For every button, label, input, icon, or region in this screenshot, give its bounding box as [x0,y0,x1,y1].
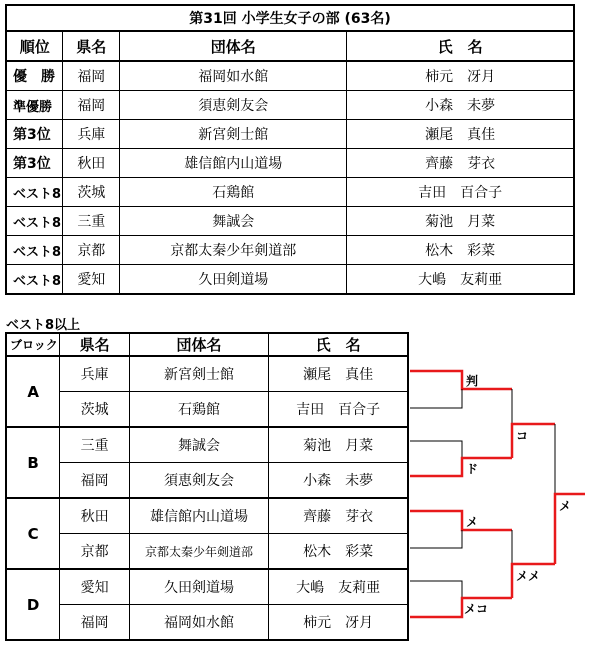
pref-cell: 京都 [63,236,120,265]
block-label: B [6,427,60,498]
name-cell: 瀬尾 真佳 [269,356,408,392]
qf4-mark: メコ [464,602,489,616]
name-cell: 小森 未夢 [269,463,408,499]
qf4-winner-line [410,598,512,617]
team-cell: 須恵剣友会 [120,91,347,120]
rank-cell: ベスト8 [6,178,63,207]
pref-cell: 愛知 [60,569,130,605]
rank-cell: 優 勝 [6,61,63,91]
pref-cell: 三重 [63,207,120,236]
final-mark: メ [559,499,572,513]
header-team: 団体名 [120,31,347,61]
team-cell: 雄信館内山道場 [120,149,347,178]
rank-cell: 準優勝 [6,91,63,120]
sf2-mark: メメ [516,569,541,583]
header-name: 氏 名 [347,31,574,61]
qf1-winner-line [410,371,512,389]
pref-cell: 茨城 [63,178,120,207]
header-block: ブロック [6,333,60,356]
team-cell: 舞誠会 [120,207,347,236]
name-cell: 瀬尾 真佳 [347,120,574,149]
header-name: 氏 名 [269,333,408,356]
sf1-mark: コ [516,429,529,443]
qf3-winner-line [410,511,512,530]
name-cell: 松木 彩菜 [269,534,408,570]
pref-cell: 愛知 [63,265,120,295]
pref-cell: 三重 [60,427,130,463]
team-cell: 雄信館内山道場 [129,498,268,534]
team-cell: 京都太秦少年剣道部 [129,534,268,570]
qf1-loser-line [410,389,462,408]
team-cell: 石鶏館 [129,392,268,428]
qf2-winner-line [410,458,512,476]
team-cell: 新宮剣士館 [129,356,268,392]
name-cell: 齊藤 芽衣 [269,498,408,534]
team-cell: 京都太秦少年剣道部 [120,236,347,265]
pref-cell: 福岡 [60,605,130,641]
pref-cell: 福岡 [63,91,120,120]
qf2-mark: ド [466,462,479,476]
team-cell: 福岡如水館 [129,605,268,641]
header-team: 団体名 [129,333,268,356]
team-cell: 新宮剣士館 [120,120,347,149]
name-cell: 小森 未夢 [347,91,574,120]
name-cell: 大嶋 友莉亜 [269,569,408,605]
team-cell: 石鶏館 [120,178,347,207]
qf4-loser-line [410,581,462,598]
rank-cell: 第3位 [6,120,63,149]
header-pref: 県名 [63,31,120,61]
team-cell: 舞誠会 [129,427,268,463]
pref-cell: 秋田 [60,498,130,534]
pref-cell: 兵庫 [60,356,130,392]
rank-cell: 第3位 [6,149,63,178]
best8-label: ベスト8以上 [6,318,81,333]
name-cell: 松木 彩菜 [347,236,574,265]
name-cell: 柿元 冴月 [347,61,574,91]
results-title: 第31回 小学生女子の部 (63名) [6,5,574,31]
block-label: D [6,569,60,640]
pref-cell: 京都 [60,534,130,570]
bracket-lines [410,371,585,617]
name-cell: 吉田 百合子 [347,178,574,207]
team-cell: 須恵剣友会 [129,463,268,499]
name-cell: 柿元 冴月 [269,605,408,641]
rank-cell: ベスト8 [6,236,63,265]
name-cell: 吉田 百合子 [269,392,408,428]
header-rank: 順位 [6,31,63,61]
pref-cell: 兵庫 [63,120,120,149]
qf3-loser-line [410,530,462,548]
rank-cell: ベスト8 [6,207,63,236]
header-pref: 県名 [60,333,130,356]
block-label: C [6,498,60,569]
team-cell: 久田剣道場 [129,569,268,605]
pref-cell: 福岡 [60,463,130,499]
block-label: A [6,356,60,427]
rank-cell: ベスト8 [6,265,63,295]
qf3-mark: メ [466,515,479,529]
team-cell: 久田剣道場 [120,265,347,295]
pref-cell: 茨城 [60,392,130,428]
name-cell: 菊池 月菜 [269,427,408,463]
name-cell: 菊池 月菜 [347,207,574,236]
pref-cell: 福岡 [63,61,120,91]
qf2-loser-line [410,441,462,458]
name-cell: 大嶋 友莉亜 [347,265,574,295]
team-cell: 福岡如水館 [120,61,347,91]
name-cell: 齊藤 芽衣 [347,149,574,178]
pref-cell: 秋田 [63,149,120,178]
qf1-mark: 判 [466,374,479,388]
